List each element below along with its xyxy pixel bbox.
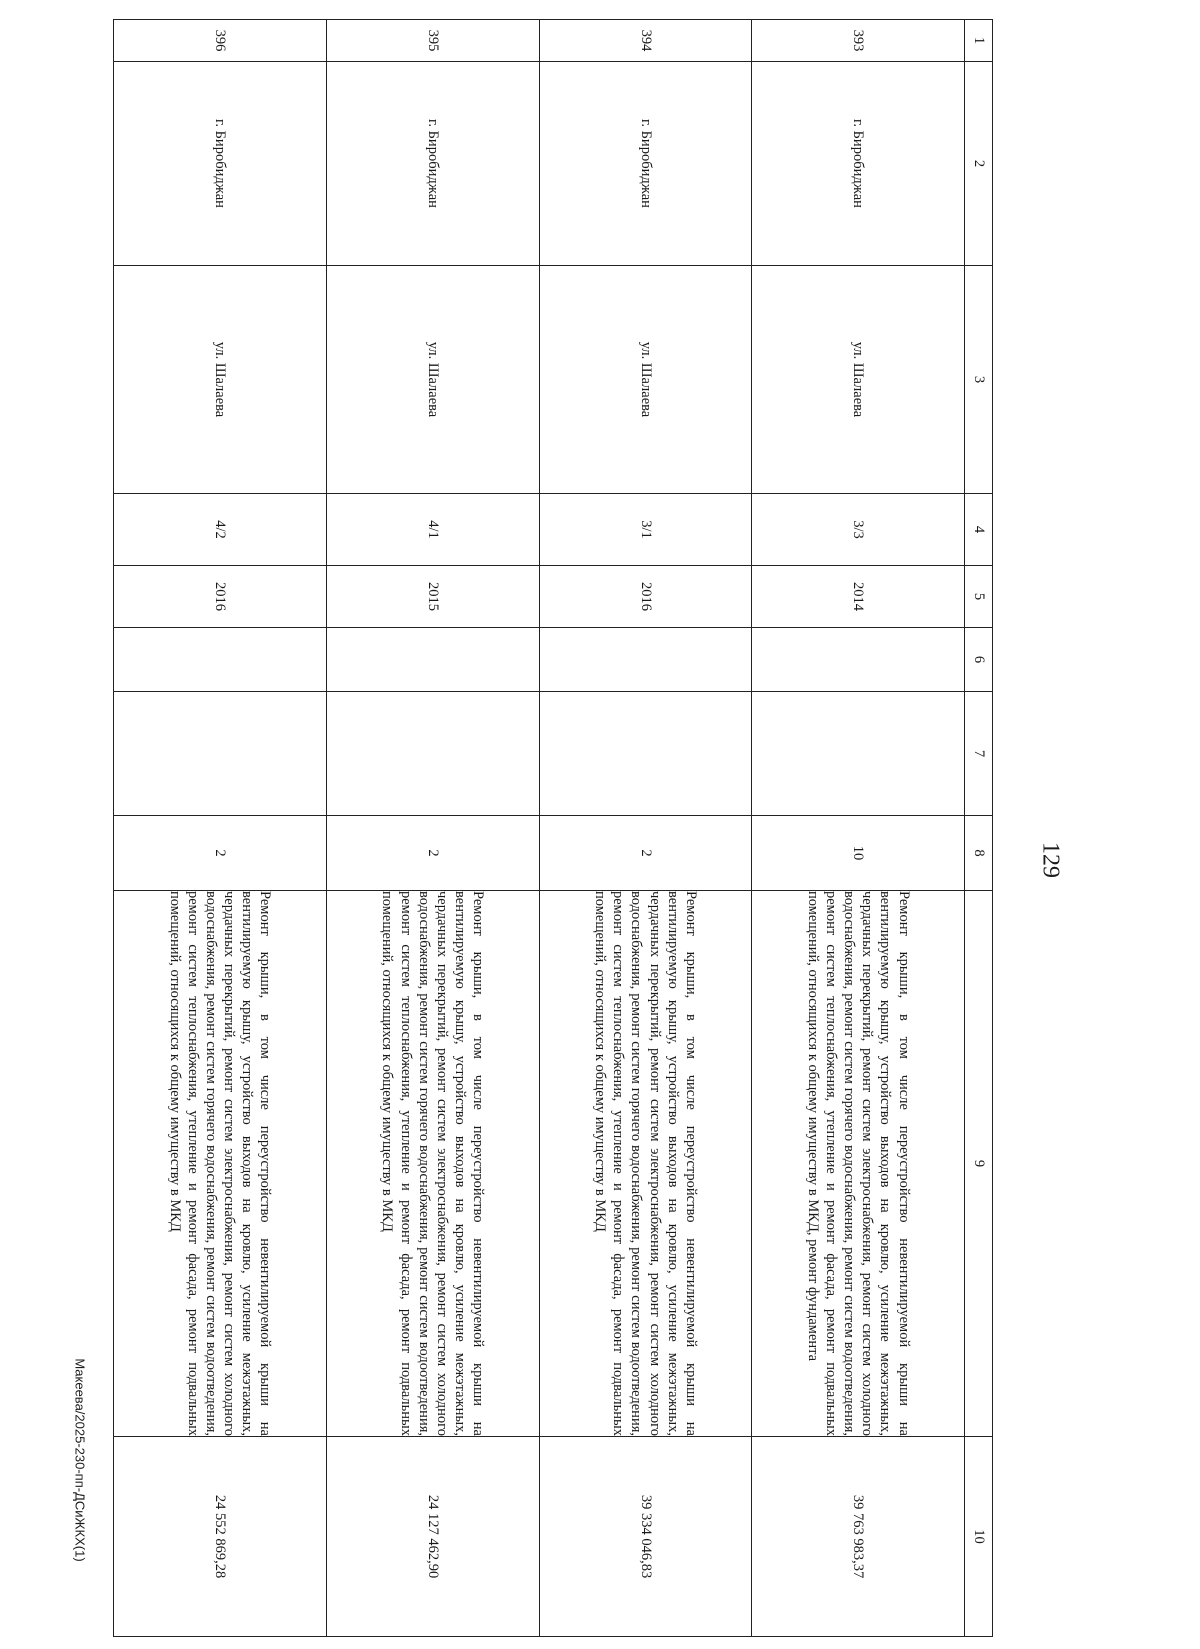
col7-cell	[114, 692, 327, 816]
street-cell: ул. Шалаева	[752, 266, 965, 494]
year-cell: 2015	[326, 566, 539, 628]
column-number: 6	[965, 628, 993, 692]
year-cell: 2014	[752, 566, 965, 628]
col8-cell: 2	[114, 816, 327, 891]
column-number: 7	[965, 692, 993, 816]
cost-cell: 39 763 983,37	[752, 1437, 965, 1637]
row-number: 395	[326, 20, 539, 62]
col8-cell: 2	[326, 816, 539, 891]
column-number: 8	[965, 816, 993, 891]
cost-cell: 24 127 462,90	[326, 1437, 539, 1637]
col7-cell	[326, 692, 539, 816]
col6-cell	[539, 628, 752, 692]
page-number: 129	[1037, 842, 1064, 878]
city-cell: г. Биробиджан	[539, 62, 752, 266]
col8-cell: 2	[539, 816, 752, 891]
document-footer: Макеева/2025-230-пп-ДСиЖКХ(1)	[72, 1358, 88, 1562]
house-cell: 4/2	[114, 494, 327, 566]
repair-schedule-table	[113, 19, 993, 1637]
row-number: 396	[114, 20, 327, 62]
column-number-row	[965, 20, 993, 1637]
column-number: 5	[965, 566, 993, 628]
works-cell: Ремонт крыши, в том числе переустройство невентилируемой крыши на вентилируемую крышу, устройство выходов на кровлю, усиление межэтажных, чердачных перекрытий, ремонт систем электроснабжения, ремонт систем холодного водоснабжения, ремонт систем горячего водоснабжения, ремонт систем водоотведения, ремонт систем теплоснабжения, утепление и ремонт фасада, ремонт подвальных помещений, относящихся к общему имуществу в МКД	[539, 891, 752, 1437]
table-row	[539, 20, 752, 1637]
cost-cell: 24 552 869,28	[114, 1437, 327, 1637]
column-number: 9	[965, 891, 993, 1437]
col6-cell	[752, 628, 965, 692]
city-cell: г. Биробиджан	[326, 62, 539, 266]
column-number: 10	[965, 1437, 993, 1637]
street-cell: ул. Шалаева	[326, 266, 539, 494]
house-cell: 3/3	[752, 494, 965, 566]
col8-cell: 10	[752, 816, 965, 891]
house-cell: 4/1	[326, 494, 539, 566]
table-row	[326, 20, 539, 1637]
col6-cell	[326, 628, 539, 692]
cost-cell: 39 334 046,83	[539, 1437, 752, 1637]
city-cell: г. Биробиджан	[114, 62, 327, 266]
works-cell: Ремонт крыши, в том числе переустройство невентилируемой крыши на вентилируемую крышу, устройство выходов на кровлю, усиление межэтажных, чердачных перекрытий, ремонт систем электроснабжения, ремонт систем холодного водоснабжения, ремонт систем горячего водоснабжения, ремонт систем водоотведения, ремонт систем теплоснабжения, утепление и ремонт фасада, ремонт подвальных помещений, относящихся к общему имуществу в МКД	[114, 891, 327, 1437]
year-cell: 2016	[539, 566, 752, 628]
street-cell: ул. Шалаева	[114, 266, 327, 494]
works-cell: Ремонт крыши, в том числе переустройство невентилируемой крыши на вентилируемую крышу, устройство выходов на кровлю, усиление межэтажных, чердачных перекрытий, ремонт систем электроснабжения, ремонт систем холодного водоснабжения, ремонт систем горячего водоснабжения, ремонт систем водоотведения, ремонт систем теплоснабжения, утепление и ремонт фасада, ремонт подвальных помещений, относящихся к общему имуществу в МКД, ремонт фундамента	[752, 891, 965, 1437]
year-cell: 2016	[114, 566, 327, 628]
col7-cell	[539, 692, 752, 816]
col7-cell	[752, 692, 965, 816]
column-number: 3	[965, 266, 993, 494]
table-row	[752, 20, 965, 1637]
col6-cell	[114, 628, 327, 692]
works-cell: Ремонт крыши, в том числе переустройство невентилируемой крыши на вентилируемую крышу, устройство выходов на кровлю, усиление межэтажных, чердачных перекрытий, ремонт систем электроснабжения, ремонт систем холодного водоснабжения, ремонт систем горячего водоснабжения, ремонт систем водоотведения, ремонт систем теплоснабжения, утепление и ремонт фасада, ремонт подвальных помещений, относящихся к общему имуществу в МКД	[326, 891, 539, 1437]
city-cell: г. Биробиджан	[752, 62, 965, 266]
row-number: 393	[752, 20, 965, 62]
table-row	[114, 20, 327, 1637]
row-number: 394	[539, 20, 752, 62]
street-cell: ул. Шалаева	[539, 266, 752, 494]
house-cell: 3/1	[539, 494, 752, 566]
table-frame	[112, 20, 992, 1637]
column-number: 1	[965, 20, 993, 62]
column-number: 2	[965, 62, 993, 266]
column-number: 4	[965, 494, 993, 566]
